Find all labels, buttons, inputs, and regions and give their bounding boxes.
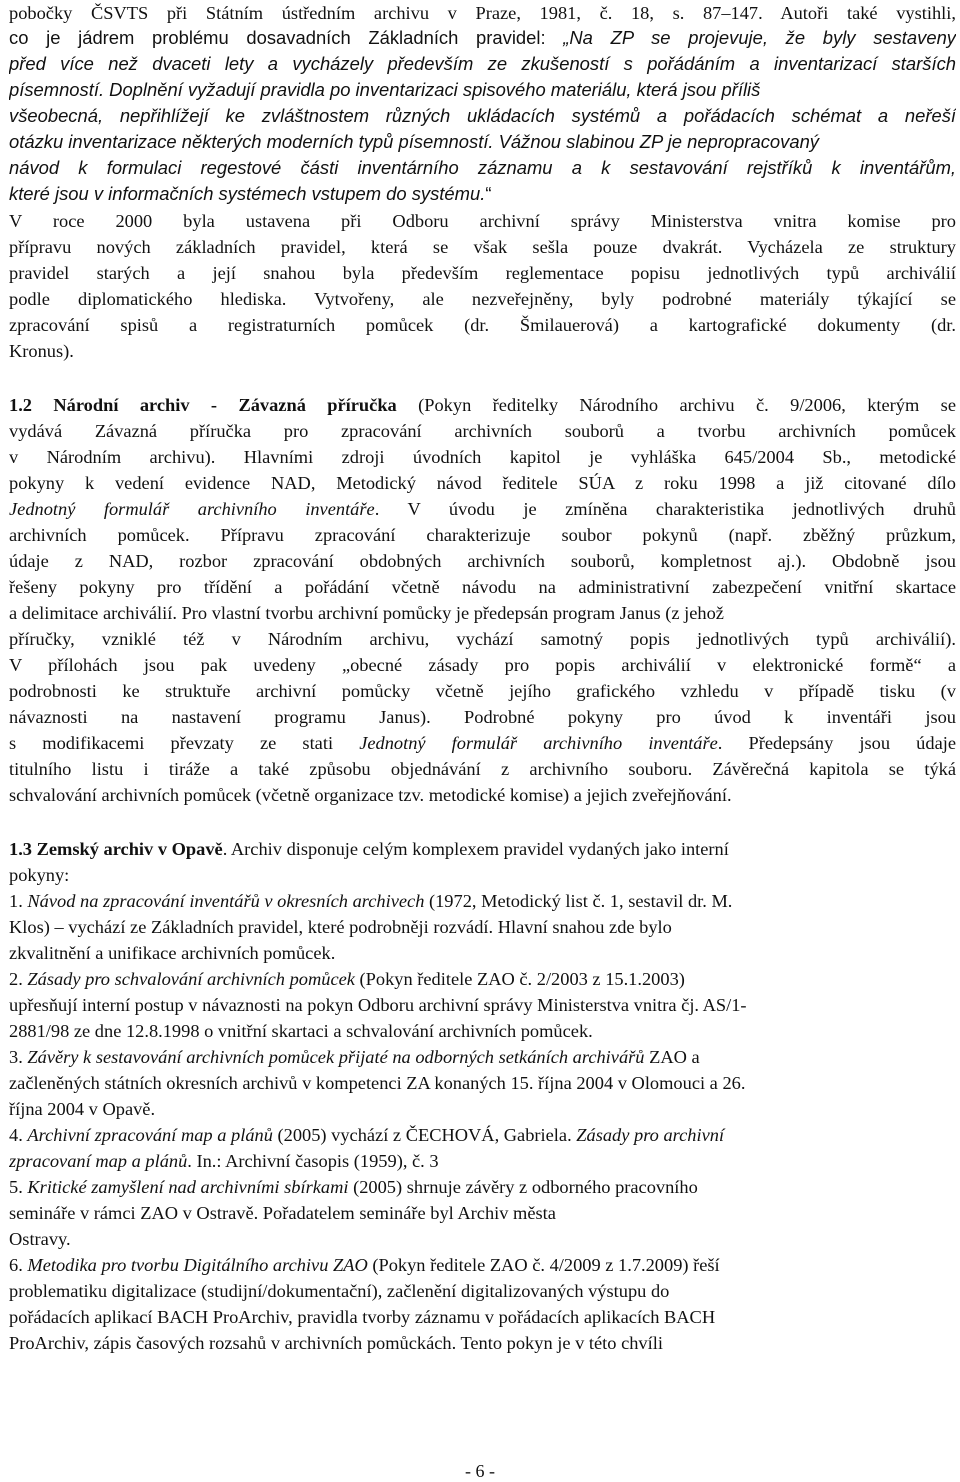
text-line <box>9 260 956 286</box>
text-segment: pravidel starých a její snahou byla především reglementace popisu jednotlivých typů archiválií <box>9 263 956 283</box>
text-segment: října 2004 v Opavě. <box>9 1099 156 1119</box>
text-segment: Vážnou slabinou ZP je nepropracovaný <box>498 131 819 152</box>
text-line <box>9 782 956 808</box>
text-segment: v Národním archivu). Hlavními zdroji úvodních kapitol je vyhláška 645/2004 Sb., metodické <box>9 447 956 467</box>
text-line <box>9 103 956 129</box>
text-segment: Klos) – vychází ze Základních pravidel, které podrobněji rozvádí. Hlavní snahou zde bylo <box>9 917 672 937</box>
text-segment: (Pokyn ředitelky Národního archivu č. 9/2006, kterým se <box>396 395 956 415</box>
text-segment: . In.: Archivní časopis (1959), č. 3 <box>187 1151 439 1171</box>
text-segment: všeobecná, nepřihlížejí ke zvláštnostem různých ukládacích systémů a pořádacích schémat a neřeší <box>9 105 956 126</box>
text-segment: Zásady pro schvalování archivních pomůcek <box>27 969 355 989</box>
text-line <box>9 1174 956 1200</box>
text-line <box>9 470 956 496</box>
text-segment: problematiku digitalizace (studijní/dokumentační), začlenění digitalizovaných výstupu do <box>9 1281 670 1301</box>
text-segment: Ostravy. <box>9 1229 71 1249</box>
text-line <box>9 1122 956 1148</box>
text-segment: návaznosti na nastavení programu Janus). Podrobné pokyny pro úvod k inventáři jsou <box>9 707 956 727</box>
text-line <box>9 704 956 730</box>
text-line <box>9 678 956 704</box>
text-line <box>9 1148 956 1174</box>
document-page <box>9 0 956 1480</box>
text-segment: pokyny k vedení evidence NAD, Metodický návod ředitele SÚA z roku 1998 a již citované dílo <box>9 473 956 493</box>
text-segment: a delimitace archiválií. Pro vlastní tvorbu archivní pomůcky je předepsán program Janus (z jehož <box>9 603 724 623</box>
text-line <box>9 574 956 600</box>
text-segment: 1.3 Zemský archiv v Opavě <box>9 839 223 859</box>
text-line <box>9 730 956 756</box>
text-segment: „Na ZP se projevuje, že byly sestaveny <box>563 27 956 48</box>
text-line <box>9 966 956 992</box>
text-segment: V roce 2000 byla ustavena při Odboru archivní správy Ministerstva vnitra komise pro <box>9 211 956 231</box>
text-segment: 4. <box>9 1125 28 1145</box>
text-segment: (2005) shrnuje závěry z odborného pracovního <box>348 1177 698 1197</box>
text-line <box>9 1044 956 1070</box>
text-segment: ProArchiv, zápis časových rozsahů v archivních pomůckách. Tento pokyn je v této chvíli <box>9 1333 663 1353</box>
text-line <box>9 25 956 51</box>
text-segment: pokyny: <box>9 865 70 885</box>
text-segment: Kritické zamyšlení nad archivními sbírkami <box>27 1177 349 1197</box>
text-line <box>9 1018 956 1044</box>
text-segment: pořádacích aplikací BACH ProArchiv, pravidla tvorby záznamu v pořádacích aplikacích BACH <box>9 1307 716 1327</box>
text-segment: 1. <box>9 891 28 911</box>
text-segment: . Archiv disponuje celým komplexem pravidel vydaných jako interní <box>222 839 729 859</box>
text-segment: podle diplomatického hlediska. Vytvořeny, ale nezveřejněny, byly podrobné materiály týkající se <box>9 289 956 309</box>
text-segment: vydává Závazná příručka pro zpracování archivních souborů a tvorbu archivních pomůcek <box>9 421 956 441</box>
text-line <box>9 129 956 155</box>
text-line <box>9 338 956 364</box>
text-segment: Jednotný formulář archivního inventáře <box>9 499 375 519</box>
text-segment: . V úvodu je zmíněna charakteristika jednotlivých druhů <box>374 499 956 519</box>
text-segment: Návod na zpracování inventářů v okresních archivech <box>27 891 425 911</box>
text-line <box>9 312 956 338</box>
text-segment: (Pokyn ředitele ZAO č. 4/2009 z 1.7.2009) řeší <box>367 1255 720 1275</box>
text-segment: 2. <box>9 969 28 989</box>
text-line <box>9 1278 956 1304</box>
text-line <box>9 286 956 312</box>
text-line <box>9 626 956 652</box>
text-segment: před více než dvaceti lety a vycházely především ze zkušeností s pořádáním a inventarizací starších <box>9 53 956 74</box>
text-segment: schvalování archivních pomůcek (včetně organizace tzv. metodické komise) a jejich zveřejňování. <box>9 785 732 805</box>
text-segment: ZAO a <box>644 1047 700 1067</box>
text-segment: Archivní zpracování map a plánů <box>27 1125 273 1145</box>
text-line <box>9 1330 956 1356</box>
text-line <box>9 992 956 1018</box>
text-segment: upřesňují interní postup v návaznosti na pokyn Odboru archivní správy Ministerstva vnitra čj. AS/1- <box>9 995 747 1015</box>
text-segment: 2881/98 ze dne 12.8.1998 o vnitřní skartaci a schvalování archivních pomůcek. <box>9 1021 593 1041</box>
text-line <box>9 548 956 574</box>
text-segment: pobočky ČSVTS při Státním ústředním archivu v Praze, 1981, č. 18, s. 87–147. Autoři také vystihli, <box>9 3 956 23</box>
text-line <box>9 1252 956 1278</box>
text-segment: 1.2 Národní archiv - Závazná příručka <box>9 395 397 415</box>
text-line <box>9 392 956 418</box>
page-number: - 6 - <box>465 1461 495 1481</box>
text-segment: s modifikacemi převzaty ze stati <box>9 733 360 753</box>
text-segment: Metodika pro tvorbu Digitálního archivu ZAO <box>27 1255 368 1275</box>
text-segment: co je jádrem problému dosavadních Základních pravidel: <box>9 27 564 48</box>
text-line <box>9 756 956 782</box>
text-segment: řešeny pokyny pro třídění a pořádání včetně návodu na administrativní zabezpečení vnitřní skartace <box>9 577 956 597</box>
text-segment: 6. <box>9 1255 28 1275</box>
text-line <box>9 862 956 888</box>
text-segment: titulního listu i tiráže a také způsobu objednávání z archivního souboru. Závěrečná kapitola se týká <box>9 759 956 779</box>
text-line <box>9 496 956 522</box>
text-segment: V přílohách jsou pak uvedeny „obecné zásady pro popis archiválií v elektronické formě“ a <box>9 655 956 675</box>
text-line <box>9 181 956 207</box>
text-line <box>9 77 956 103</box>
text-line <box>9 940 956 966</box>
text-segment: návod k formulaci regestové části inventárního záznamu a k sestavování rejstříků k inventářům, <box>9 157 956 178</box>
text-line <box>9 600 956 626</box>
text-line <box>9 234 956 260</box>
text-segment: (2005) vychází z ČECHOVÁ, Gabriela. <box>272 1125 577 1145</box>
text-segment: (Pokyn ředitele ZAO č. 2/2003 z 15.1.2003) <box>354 969 685 989</box>
text-segment: Zásady pro archivní <box>576 1125 725 1145</box>
text-segment: které jsou v informačních systémech vstupem do systému. <box>9 183 486 204</box>
text-line <box>9 1304 956 1330</box>
text-segment: 3. <box>9 1047 28 1067</box>
text-line <box>9 444 956 470</box>
text-segment: . Předepsány jsou údaje <box>717 733 956 753</box>
text-line <box>9 155 956 181</box>
text-segment: zpracování spisů a registraturních pomůcek (dr. Šmilauerová) a kartografické dokumenty (dr. <box>9 315 956 335</box>
text-line <box>9 208 956 234</box>
text-line <box>9 51 956 77</box>
text-segment: archivních pomůcek. Přípravu zpracování charakterizuje soubor pokynů (např. zběžný průzkum, <box>9 525 956 545</box>
text-segment: semináře v rámci ZAO v Ostravě. Pořadatelem semináře byl Archiv města <box>9 1203 556 1223</box>
text-segment: přípravu nových základních pravidel, která se však sešla pouze dvakrát. Vycházela ze struktury <box>9 237 956 257</box>
text-line <box>9 1096 956 1122</box>
text-segment: Kronus). <box>9 341 74 361</box>
text-segment: Doplnění vyžadují pravidla po inventarizaci spisového materiálu, která jsou příliš <box>109 79 761 100</box>
text-segment: podrobnosti ke struktuře archivní pomůcky včetně jejího grafického vzhledu v případě tisku (v <box>9 681 956 701</box>
text-line <box>9 0 956 26</box>
text-segment: údaje z NAD, rozbor zpracování obdobných archivních souborů, kompletnost aj.). Obdobně jsou <box>9 551 956 571</box>
text-line <box>9 418 956 444</box>
text-segment: “ <box>485 183 492 204</box>
text-segment: písemností. <box>9 79 110 100</box>
text-segment: Závěry k sestavování archivních pomůcek přijaté na odborných setkáních archivářů <box>27 1047 645 1067</box>
text-segment: 5. <box>9 1177 28 1197</box>
text-line <box>9 1200 956 1226</box>
text-line <box>9 1226 956 1252</box>
text-segment: začleněných státních okresních archivů v kompetenci ZA konaných 15. října 2004 v Olomouci a 26. <box>9 1073 746 1093</box>
text-line <box>9 1070 956 1096</box>
text-line <box>9 836 956 862</box>
text-segment: otázku inventarizace některých moderních typů písemností. <box>9 131 499 152</box>
text-line <box>9 888 956 914</box>
text-segment: zpracovaní map a plánů <box>9 1151 188 1171</box>
text-segment: zkvalitnění a unifikace archivních pomůcek. <box>9 943 336 963</box>
text-line <box>9 522 956 548</box>
text-line <box>9 652 956 678</box>
text-segment: Jednotný formulář archivního inventáře <box>359 733 718 753</box>
text-segment: (1972, Metodický list č. 1, sestavil dr. M. <box>424 891 733 911</box>
text-line <box>9 914 956 940</box>
text-segment: příručky, vzniklé též v Národním archivu, vychází samotný popis jednotlivých typů archiválií). <box>9 629 956 649</box>
